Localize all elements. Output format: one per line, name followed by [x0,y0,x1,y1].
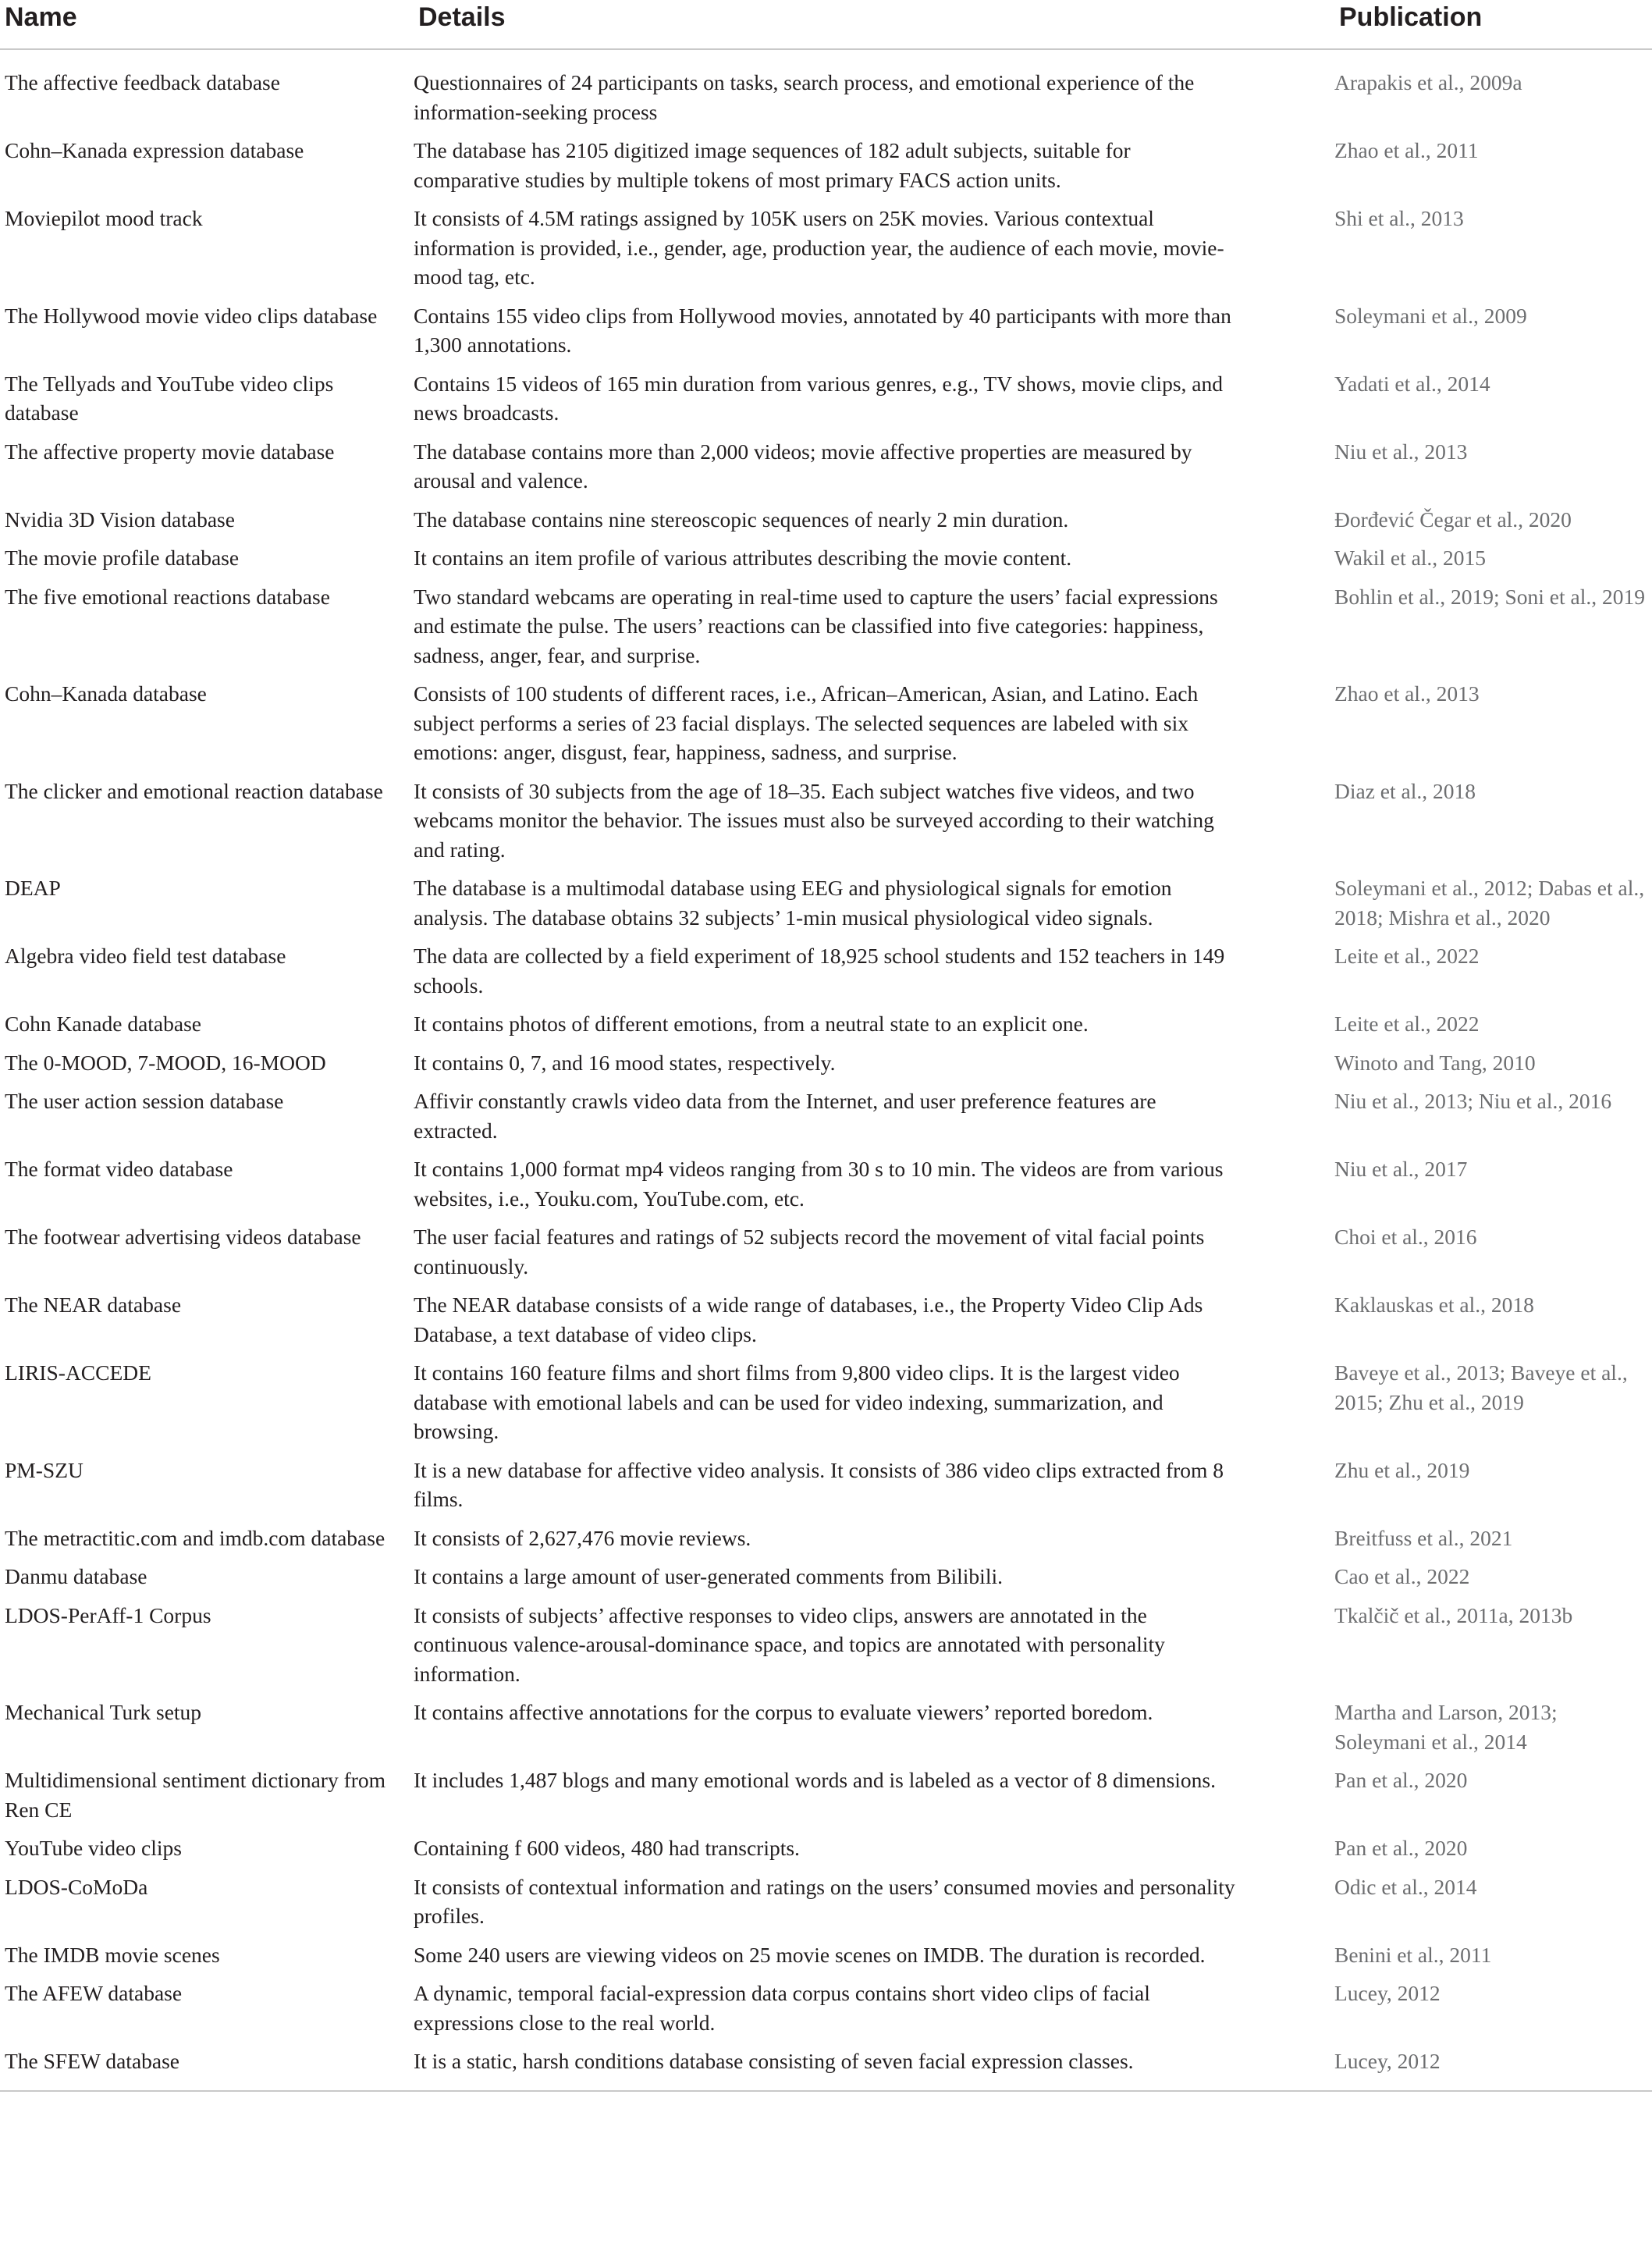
cell-publication: Bohlin et al., 2019; Soni et al., 2019 [1334,584,1645,609]
cell-publication: Zhao et al., 2013 [1334,681,1480,706]
cell-name: Algebra video field test database [5,944,286,968]
cell-details: It includes 1,487 blogs and many emotional words and is labeled as a vector of 8 dimensions. [414,1768,1216,1792]
table-row [0,1154,1652,1222]
cell-publication: Benini et al., 2011 [1334,1942,1492,1967]
cell-name: DEAP [5,876,61,900]
cell-details: It contains photos of different emotions, from a neutral state to an explicit one. [414,1012,1089,1036]
cell-details: The database contains nine stereoscopic sequences of nearly 2 min duration. [414,507,1069,532]
table-row [0,777,1652,874]
cell-name: YouTube video clips [5,1836,182,1860]
cell-publication: Pan et al., 2020 [1334,1836,1468,1860]
cell-details: The database contains more than 2,000 videos; movie affective properties are measured by arousal and valence. [414,439,1192,493]
table-row [0,1358,1652,1456]
cell-publication: Niu et al., 2013 [1334,439,1468,464]
cell-publication: Breitfuss et al., 2021 [1334,1525,1513,1550]
cell-name: The 0-MOOD, 7-MOOD, 16-MOOD [5,1050,326,1075]
cell-publication: Zhu et al., 2019 [1334,1457,1470,1482]
table-row [0,505,1652,544]
cell-publication: Yadati et al., 2014 [1334,371,1490,396]
cell-publication: Tkalčič et al., 2011a, 2013b [1334,1602,1573,1627]
table-row [0,2047,1652,2086]
cell-publication: Baveye et al., 2013; Baveye et al., 2015; Zhu et al., 2019 [1334,1360,1628,1414]
cell-name: The NEAR database [5,1293,182,1317]
cell-publication: Martha and Larson, 2013; Soleymani et al., 2014 [1334,1700,1558,1754]
cell-publication: Diaz et al., 2018 [1334,778,1476,803]
cell-name: The AFEW database [5,1981,183,2005]
cell-details: Questionnaires of 24 participants on tasks, search process, and emotional experience of the information-seeking process [414,70,1195,124]
column-header-publication: Publication [1339,2,1483,32]
table-row [0,1456,1652,1524]
cell-publication: Soleymani et al., 2012; Dabas et al., 2018; Mishra et al., 2020 [1334,876,1645,930]
cell-details: The user facial features and ratings of 52 subjects record the movement of vital facial points continuously. [414,1225,1205,1278]
cell-details: It contains 0, 7, and 16 mood states, respectively. [414,1050,836,1075]
cell-details: The database is a multimodal database using EEG and physiological signals for emotion analysis. The database obtains 32 subjects’ 1-min musical physiological video signals. [414,876,1172,930]
table-row [0,1290,1652,1358]
cell-name: Moviepilot mood track [5,206,203,230]
table-row [0,1979,1652,2047]
table-row [0,301,1652,369]
cell-name: The Hollywood movie video clips database [5,303,378,328]
cell-name: LIRIS-ACCEDE [5,1360,151,1385]
cell-name: The SFEW database [5,2049,180,2073]
cell-details: It contains 1,000 format mp4 videos ranging from 30 s to 10 min. The videos are from various websites, i.e., Youku.com, YouTube.com, etc. [414,1157,1224,1211]
cell-publication: Choi et al., 2016 [1334,1225,1477,1249]
table-row [0,1009,1652,1048]
cell-name: The format video database [5,1157,233,1181]
table-row [0,1048,1652,1087]
column-header-details: Details [418,2,506,32]
cell-publication: Winoto and Tang, 2010 [1334,1050,1536,1075]
cell-publication: Leite et al., 2022 [1334,944,1480,968]
cell-details: It is a static, harsh conditions database consisting of seven facial expression classes. [414,2049,1134,2073]
table-row [0,136,1652,204]
table-row [0,204,1652,301]
cell-name: The Tellyads and YouTube video clips database [5,371,334,425]
cell-publication: Leite et al., 2022 [1334,1012,1480,1036]
table-row [0,1872,1652,1940]
cell-details: It consists of subjects’ affective responses to video clips, answers are annotated in the continuous valence-arousal-dominance space, and topics are annotated with personality information. [414,1602,1165,1686]
table-row [0,873,1652,941]
cell-publication: Niu et al., 2013; Niu et al., 2016 [1334,1089,1612,1113]
cell-details: A dynamic, temporal facial-expression data corpus contains short video clips of facial expressions close to the real world. [414,1981,1150,2035]
cell-publication: Kaklauskas et al., 2018 [1334,1293,1534,1317]
cell-name: LDOS-CoMoDa [5,1874,148,1899]
cell-details: Two standard webcams are operating in real-time used to capture the users’ facial expressions and estimate the pulse. The users’ reactions can be classified into five categories: happiness, sadness, anger, fear, and surprise. [414,584,1218,667]
cell-name: The movie profile database [5,546,240,570]
table-body [0,68,1652,2086]
cell-name: Cohn–Kanada database [5,681,207,706]
cell-name: Nvidia 3D Vision database [5,507,235,532]
cell-details: It consists of 30 subjects from the age of 18–35. Each subject watches five videos, and two webcams monitor the behavior. The issues must also be surveyed according to their watching and rating. [414,778,1214,862]
cell-publication: Shi et al., 2013 [1334,206,1464,230]
cell-name: Cohn–Kanada expression database [5,138,304,162]
cell-name: The affective feedback database [5,70,280,94]
cell-details: It contains an item profile of various attributes describing the movie content. [414,546,1072,570]
table-row [0,68,1652,136]
table-bottom-rule [0,2090,1652,2092]
table-row [0,941,1652,1009]
table-row [0,543,1652,582]
column-header-name: Name [5,2,77,32]
cell-details: It consists of contextual information and ratings on the users’ consumed movies and personality profiles. [414,1874,1235,1928]
table-row [0,1940,1652,1979]
cell-publication: Lucey, 2012 [1334,2049,1441,2073]
cell-details: It is a new database for affective video analysis. It consists of 386 video clips extracted from 8 films. [414,1457,1224,1511]
cell-name: The user action session database [5,1089,284,1113]
table-row [0,679,1652,777]
cell-details: It contains affective annotations for the corpus to evaluate viewers’ reported boredom. [414,1700,1153,1724]
cell-publication: Odic et al., 2014 [1334,1874,1477,1899]
cell-name: The metractitic.com and imdb.com database [5,1525,385,1550]
table-header-row [0,0,1652,50]
table-row [0,1086,1652,1154]
cell-details: The NEAR database consists of a wide range of databases, i.e., the Property Video Clip Ads Database, a text database of video clips. [414,1293,1203,1346]
cell-name: The IMDB movie scenes [5,1942,220,1967]
cell-name: Cohn Kanade database [5,1012,201,1036]
cell-publication: Niu et al., 2017 [1334,1157,1468,1181]
cell-publication: Đorđević Čegar et al., 2020 [1334,507,1572,532]
cell-publication: Pan et al., 2020 [1334,1768,1468,1792]
table-row [0,1698,1652,1766]
cell-details: Containing f 600 videos, 480 had transcripts. [414,1836,800,1860]
cell-name: Mechanical Turk setup [5,1700,202,1724]
cell-publication: Arapakis et al., 2009a [1334,70,1522,94]
table-row [0,1524,1652,1563]
cell-name: LDOS-PerAff-1 Corpus [5,1602,211,1627]
cell-publication: Wakil et al., 2015 [1334,546,1487,570]
cell-name: Multidimensional sentiment dictionary from Ren CE [5,1768,386,1822]
cell-publication: Soleymani et al., 2009 [1334,303,1527,328]
cell-details: Affivir constantly crawls video data from the Internet, and user preference features are extracted. [414,1089,1156,1143]
cell-details: It contains 160 feature films and short films from 9,800 video clips. It is the largest video database with emotional labels and can be used for video indexing, summarization, and browsing. [414,1360,1180,1443]
cell-publication: Lucey, 2012 [1334,1981,1441,2005]
table-row [0,1766,1652,1833]
cell-name: The affective property movie database [5,439,335,464]
table-row [0,1833,1652,1872]
cell-details: It consists of 2,627,476 movie reviews. [414,1525,751,1550]
table-row [0,437,1652,505]
cell-name: The five emotional reactions database [5,584,330,609]
cell-details: Some 240 users are viewing videos on 25 movie scenes on IMDB. The duration is recorded. [414,1942,1206,1967]
cell-publication: Cao et al., 2022 [1334,1564,1470,1588]
cell-name: PM-SZU [5,1457,83,1482]
cell-details: Consists of 100 students of different races, i.e., African–American, Asian, and Latino. Each subject performs a series of 23 facial displays. The selected sequences are labeled with six emotions: anger, disgust, fear, happiness, sadness, and surprise. [414,681,1199,764]
table-row [0,1222,1652,1290]
table-row [0,582,1652,680]
cell-details: The data are collected by a field experiment of 18,925 school students and 152 teachers in 149 schools. [414,944,1225,997]
cell-details: The database has 2105 digitized image sequences of 182 adult subjects, suitable for comparative studies by multiple tokens of most primary FACS action units. [414,138,1131,192]
table-row [0,369,1652,437]
table-row [0,1601,1652,1698]
cell-details: It contains a large amount of user-generated comments from Bilibili. [414,1564,1003,1588]
cell-name: Danmu database [5,1564,147,1588]
cell-name: The clicker and emotional reaction database [5,778,383,803]
cell-publication: Zhao et al., 2011 [1334,138,1479,162]
cell-name: The footwear advertising videos database [5,1225,361,1249]
cell-details: Contains 15 videos of 165 min duration from various genres, e.g., TV shows, movie clips, and news broadcasts. [414,371,1223,425]
table-row [0,1562,1652,1601]
cell-details: Contains 155 video clips from Hollywood movies, annotated by 40 participants with more than 1,300 annotations. [414,303,1231,357]
cell-details: It consists of 4.5M ratings assigned by 105K users on 25K movies. Various contextual information is provided, i.e., gender, age, production year, the audience of each movie, movie-mood tag, etc. [414,206,1224,289]
